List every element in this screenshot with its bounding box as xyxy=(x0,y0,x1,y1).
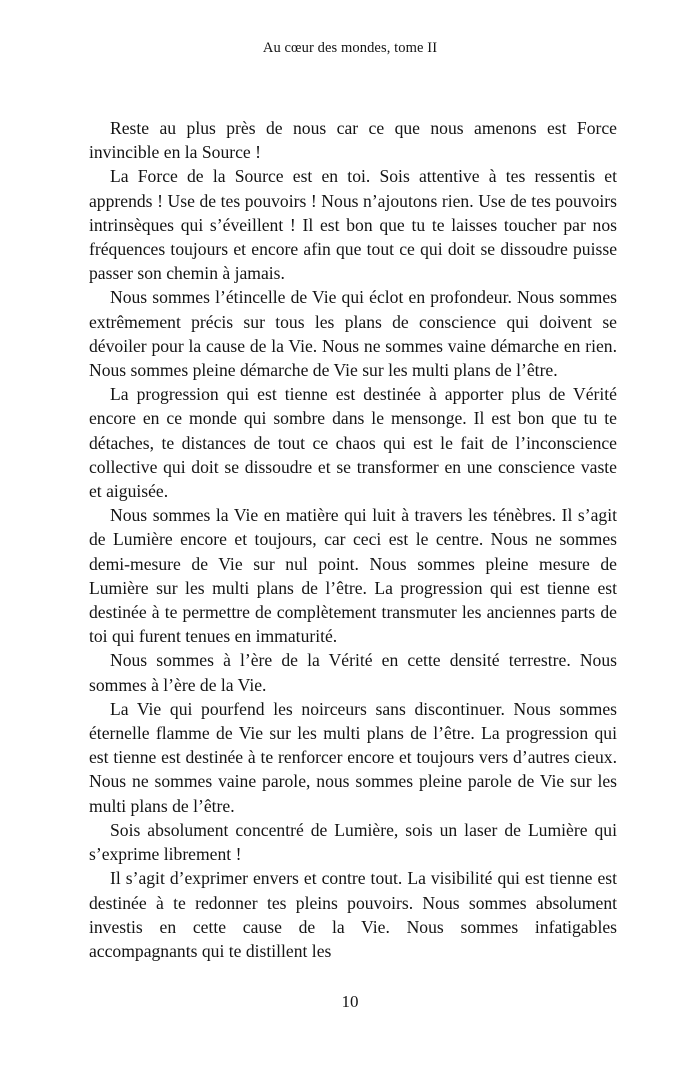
body-text xyxy=(89,116,617,963)
paragraph: Nous sommes à l’ère de la Vérité en cette densité terrestre. Nous sommes à l’ère de la Vie. xyxy=(89,650,617,695)
paragraph: Il s’agit d’exprimer envers et contre tout. La visibilité qui est tienne est destinée à te redonner tes pleins pouvoirs. Nous sommes absolument investis en cette cause de la Vie. Nous sommes infatigables accompagnants qui te distillent les xyxy=(89,868,617,961)
paragraph: Nous sommes l’étincelle de Vie qui éclot en profondeur. Nous sommes extrêmement précis sur tous les plans de conscience qui doivent se dévoiler pour la cause de la Vie. Nous ne sommes vaine démarche en rien. Nous sommes pleine démarche de Vie sur les multi plans de l’être. xyxy=(89,287,617,381)
paragraph: La Vie qui pourfend les noirceurs sans discontinuer. Nous sommes éternelle flamme de Vie sur les multi plans de l’être. La progression qui est tienne est destinée à te renforcer encore et toujours vers d’autres cieux. Nous ne sommes vaine parole, nous sommes pleine parole de Vie sur les multi plans de l’être. xyxy=(89,698,617,816)
paragraph: La progression qui est tienne est destinée à apporter plus de Vérité encore en ce monde qui sombre dans le mensonge. Il est bon que tu te détaches, te distances de tout ce chaos qui est le fait de l’inconscience collective qui doit se dissoudre et se transformer en une conscience vaste et aiguisée. xyxy=(89,384,617,502)
paragraph: Reste au plus près de nous car ce que nous amenons est Force invincible en la Source ! xyxy=(89,118,617,163)
paragraph: La Force de la Source est en toi. Sois attentive à tes ressentis et apprends ! Use de tes pouvoirs ! Nous n’ajoutons rien. Use de tes pouvoirs intrinsèques qui s’éveillent ! Il est bon que tu te laisses toucher par nos fréquences toujours et encore afin que tout ce qui doit se dissoudre puisse passer son chemin à jamais. xyxy=(89,166,617,284)
page-number: 10 xyxy=(341,992,359,1011)
running-header-title: Au cœur des mondes, tome II xyxy=(262,40,438,56)
paragraph: Sois absolument concentré de Lumière, sois un laser de Lumière qui s’exprime librement ! xyxy=(89,819,617,865)
paragraph: Nous sommes la Vie en matière qui luit à travers les ténèbres. Il s’agit de Lumière encore et toujours, car ceci est le centre. Nous ne sommes demi-mesure de Vie sur nul point. Nous sommes pleine mesure de Lumière sur les multi plans de l’être. La progression qui est tienne est destinée à te permettre de complètement transmuter les anciennes parts de toi qui furent tenues en immaturité. xyxy=(89,505,617,647)
